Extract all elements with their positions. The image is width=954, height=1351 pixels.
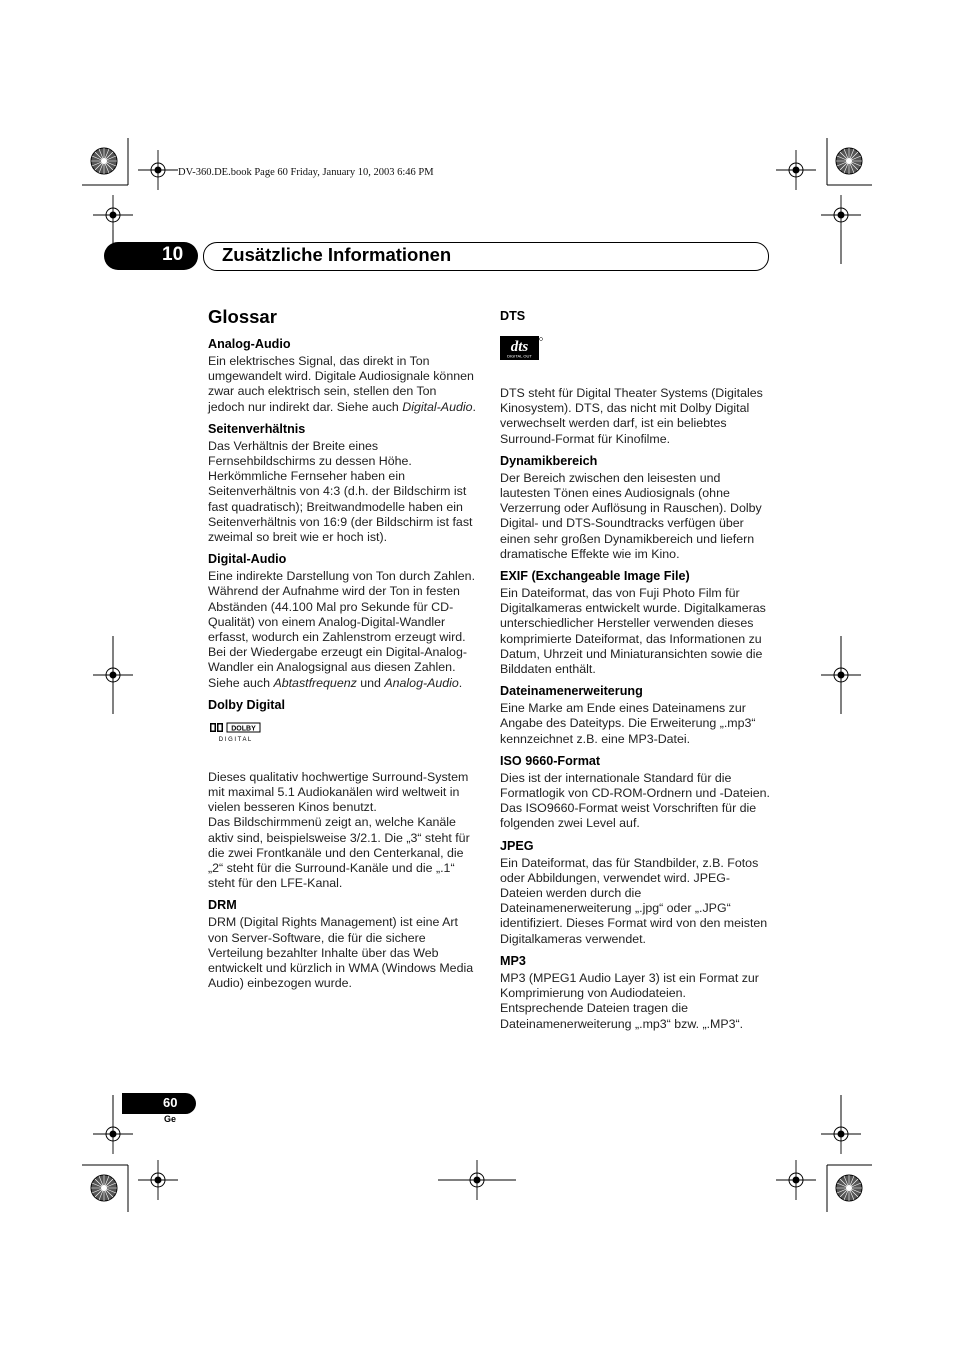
definition-seitenverhaeltnis: Das Verhältnis der Breite eines Fernsehbildschirms zu dessen Höhe. Herkömmliche Fernseher haben ein Seitenverhältnis von 4:3 (d.h. der Bildschirm ist fast quadratisch); Breitwandmodelle haben ein Seitenverhältnis von 16:9 (der Bildschirm ist fast zweimal so breit wie er hoch ist). [208,438,473,545]
chapter-number: 10 [162,244,184,265]
definition-exif: Ein Dateiformat, das von Fuji Photo Film für Digitalkameras entwickelt wurde. Digitalkameras unterschiedlicher Hersteller verwenden dieses komprimierte Dateiformat, das Informationen zu Datum, Uhrzeit und Miniaturansichten sowie die Bilddaten enthält. [500,586,766,677]
definition-dynamikbereich: Der Bereich zwischen den leisesten und lautesten Tönen eines Audiosignals (ohne Verzerrung oder Auflösung in Rauschen). Dolby Digital- und DTS-Soundtracks verfügen über einen sehr großen Dynamikbereich und liefern dramatische Effekte wie im Kino. [500,470,762,561]
section-title: Glossar [208,306,277,327]
term-dolby-digital: Dolby Digital [208,697,285,712]
dolby-digital-logo-icon [208,722,476,770]
definition-dolby-digital-2: Das Bildschirmmenü zeigt an, welche Kanäle aktiv sind, beispielsweise 3/2.1. Die „3“ steht für die zwei Frontkanäle und den Centerkanal, die „2“ steht für die Surround-Kanäle und die „.1“ steht für den LFE-Kanal. [208,815,470,891]
definition-jpeg: Ein Dateiformat, das für Standbilder, z.B. Fotos oder Abbildungen, verwendet wird. JPEG-Dateien werden durch die Dateinamenerweiterung „.jpg“ oder „.JPG“ identifiziert. Dieses Format wird von den meisten Digitalkameras verwendet. [500,855,768,946]
dts-logo-icon [500,336,770,386]
term-iso-9660: ISO 9660-Format [500,753,601,768]
svg-text:dts: dts [510,339,529,355]
definition-digital-audio: Eine indirekte Darstellung von Ton durch Zahlen. Während der Aufnahme wird der Ton in festen Abständen (44.100 Mal pro Sekunde für CD-Qualität) von einem Analog-Digital-Wandler erfasst, wodurch ein Zahlenstrom erzeugt wird. Bei der Wiedergabe erzeugt ein Digital-Analog-Wandler ein Analogsignal aus diesen Zahlen. Siehe auch Abtastfrequenz und Analog-Audio. [208,569,476,690]
definition-iso-9660: Dies ist der internationale Standard für die Formatlogik von CD-ROM-Ordnern und -Dateien. Das ISO9660-Format weist Vorschriften für die folgenden zwei Level auf. [500,770,770,831]
term-dateinamenerweiterung: Dateinamenerweiterung [500,684,643,699]
definition-mp3: MP3 (MPEG1 Audio Layer 3) ist ein Format zur Komprimierung von Audiodateien. Entsprechende Dateien tragen die Dateinamenerweiterung „.mp3“ bzw. „.MP3“. [500,970,759,1031]
term-seitenverhaeltnis: Seitenverhältnis [208,421,306,436]
term-exif: EXIF (Exchangeable Image File) [500,569,690,584]
language-code: Ge [164,1114,177,1124]
page-number: 60 [163,1095,178,1110]
term-mp3: MP3 [500,953,526,968]
definition-dts: DTS steht für Digital Theater Systems (Digitales Kinosystem). DTS, das nicht mit Dolby Digital verwechselt werden darf, ist ein beliebtes Surround-Format für Kinofilme. [500,386,763,446]
chapter-title: Zusätzliche Informationen [222,244,452,265]
definition-dateinamenerweiterung: Eine Marke am Ende eines Dateinamens zur Angabe des Dateityps. Die Erweiterung „.mp3“ kennzeichnet z.B. eine MP3-Datei. [500,701,756,746]
svg-text:DIGITAL OUT: DIGITAL OUT [507,353,532,359]
definition-dolby-digital: Dieses qualitativ hochwertige Surround-System mit maximal 5.1 Audiokanälen wird weltweit in vielen besseren Kinos benutzt. [208,769,469,815]
svg-text:D I G I T A L: D I G I T A L [218,736,252,743]
file-info-header: DV-360.DE.book Page 60 Friday, January 10, 2003 6:46 PM [178,167,434,178]
chapter-number-pill [104,242,198,270]
term-dynamikbereich: Dynamikbereich [500,453,598,468]
definition-drm: DRM (Digital Rights Management) ist eine Art von Server-Software, die für die sichere Verteilung bezahlter Inhalte über das Web entwickelt und kürzlich in WMA (Windows Media Audio) einbezogen wurde. [208,915,474,991]
term-jpeg: JPEG [500,838,534,853]
right-column [500,307,770,1032]
svg-text:DOLBY: DOLBY [231,725,256,733]
term-drm: DRM [208,898,237,913]
definition-analog-audio: Ein elektrisches Signal, das direkt in Ton umgewandelt wird. Digitale Audiosignale können zwar auch elektrisch sein, stellen den Ton jedoch nur indirekt dar. Siehe auch Digital-Audio. [208,354,476,414]
page-number-pill [122,1093,196,1114]
term-dts: DTS [500,309,526,323]
left-column [208,306,476,992]
term-analog-audio: Analog-Audio [208,337,291,351]
term-digital-audio: Digital-Audio [208,552,287,567]
